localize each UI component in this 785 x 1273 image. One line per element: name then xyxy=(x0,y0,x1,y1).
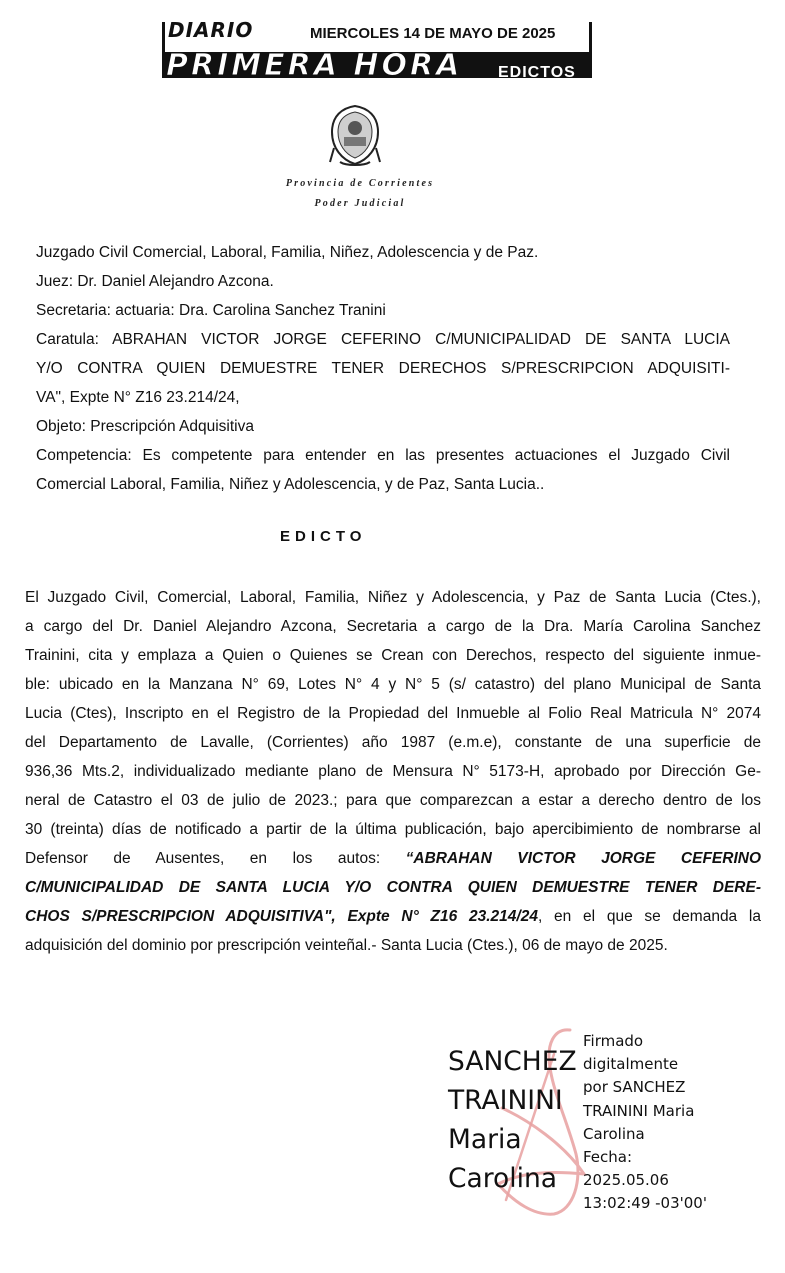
signature-info-line: digitalmente xyxy=(583,1055,679,1074)
edicto-line: El Juzgado Civil, Comercial, Laboral, Familia, Niñez y Adolescencia, y Paz de Santa Lucia (Ctes.), xyxy=(25,589,761,606)
newspaper-masthead xyxy=(162,18,592,83)
judicial-branch: Poder Judicial xyxy=(314,198,406,209)
edicto-line: 30 (treinta) días de notificado a partir de la última publicación, bajo apercibimiento de nombrarse al xyxy=(25,821,761,838)
signature-info-line: 2025.05.06 xyxy=(583,1171,669,1190)
caratula-line-1: Caratula: ABRAHAN VICTOR JORGE CEFERINO C/MUNICIPALIDAD DE SANTA LUCIA xyxy=(36,331,730,348)
edicto-line: Lucia (Ctes), Inscripto en el Registro de la Propiedad del Inmueble al Folio Real Matricula N° 2074 xyxy=(25,705,761,722)
edicto-line: a cargo del Dr. Daniel Alejandro Azcona, Secretaria a cargo de la Dra. María Carolina Sanchez xyxy=(25,618,761,635)
signature-info-line: por SANCHEZ xyxy=(583,1078,686,1097)
edicto-line: ble: ubicado en la Manzana N° 69, Lotes N° 4 y N° 5 (s/ catastro) del plano Municipal de Santa xyxy=(25,676,761,693)
edicto-line: neral de Catastro el 03 de julio de 2023.; para que comparezcan a estar a derecho dentro de los xyxy=(25,792,761,809)
objeto-line: Objeto: Prescripción Adquisitiva xyxy=(36,418,254,435)
signature-details xyxy=(583,1030,707,1216)
publication-date: MIERCOLES 14 DE MAYO DE 2025 xyxy=(310,25,556,42)
signer-name-line: SANCHEZ xyxy=(448,1046,577,1077)
case-title-part-2: C/MUNICIPALIDAD DE SANTA LUCIA Y/O CONTRA QUIEN DEMUESTRE TENER DERE- xyxy=(25,879,761,896)
case-title-part-3: CHOS S/PRESCRIPCION ADQUISITIVA", Expte N° Z16 23.214/24 xyxy=(25,908,538,925)
signature-info-line: TRAININI Maria xyxy=(583,1101,695,1120)
masthead-diario: DIARIO xyxy=(168,18,254,42)
caratula-line-2: Y/O CONTRA QUIEN DEMUESTRE TENER DERECHOS S/PRESCRIPCION ADQUISITI- xyxy=(36,360,730,377)
competencia-line-2: Comercial Laboral, Familia, Niñez y Adolescencia, y de Paz, Santa Lucia.. xyxy=(36,476,545,493)
signature-info-line: Carolina xyxy=(583,1124,645,1143)
signer-name-line: TRAININI xyxy=(448,1085,563,1116)
edicto-line: del Departamento de Lavalle, (Corrientes) año 1987 (e.m.e), constante de una superficie de xyxy=(25,734,761,751)
edicto-line-autos xyxy=(25,844,761,873)
clerk-line: Secretaria: actuaria: Dra. Carolina Sanchez Tranini xyxy=(36,302,386,319)
competencia-line-1: Competencia: Es competente para entender en las presentes actuaciones el Juzgado Civil xyxy=(36,447,730,464)
edicto-line: Trainini, cita y emplaza a Quien o Quienes se Crean con Derechos, respecto del siguiente inmue- xyxy=(25,647,761,664)
signature-info-line: Fecha: xyxy=(583,1148,633,1167)
edicto-line: 936,36 Mts.2, individualizado mediante plano de Mensura N° 5173-H, aprobado por Dirección Ge- xyxy=(25,763,761,780)
signature-info-line: 13:02:49 -03'00' xyxy=(583,1194,707,1213)
caratula-line-3: VA", Expte N° Z16 23.214/24, xyxy=(36,389,240,406)
edicto-line-expte xyxy=(25,902,761,931)
edicto-title: EDICTO xyxy=(280,528,367,545)
judge-line: Juez: Dr. Daniel Alejandro Azcona. xyxy=(36,273,274,290)
signer-name-line: Maria xyxy=(448,1124,522,1155)
signer-name-line: Carolina xyxy=(448,1163,558,1194)
edicto-closing-line: adquisición del dominio por prescripción veinteñal.- Santa Lucia (Ctes.), 06 de mayo de 2025. xyxy=(25,937,668,954)
demand-text: , en el que se demanda la xyxy=(537,908,761,925)
autos-intro: Defensor de Ausentes, en los autos: xyxy=(25,850,406,867)
signer-name xyxy=(448,1042,577,1198)
masthead-title: PRIMERA HORA xyxy=(166,48,463,83)
case-title-part-1: “ABRAHAN VICTOR JORGE CEFERINO xyxy=(405,850,761,867)
province-name: Provincia de Corrientes xyxy=(285,178,435,189)
signature-info-line: Firmado xyxy=(583,1032,644,1050)
province-seal-icon xyxy=(328,104,382,166)
court-name: Juzgado Civil Comercial, Laboral, Familia, Niñez, Adolescencia y de Paz. xyxy=(36,244,539,261)
masthead-section: EDICTOS xyxy=(498,64,576,81)
